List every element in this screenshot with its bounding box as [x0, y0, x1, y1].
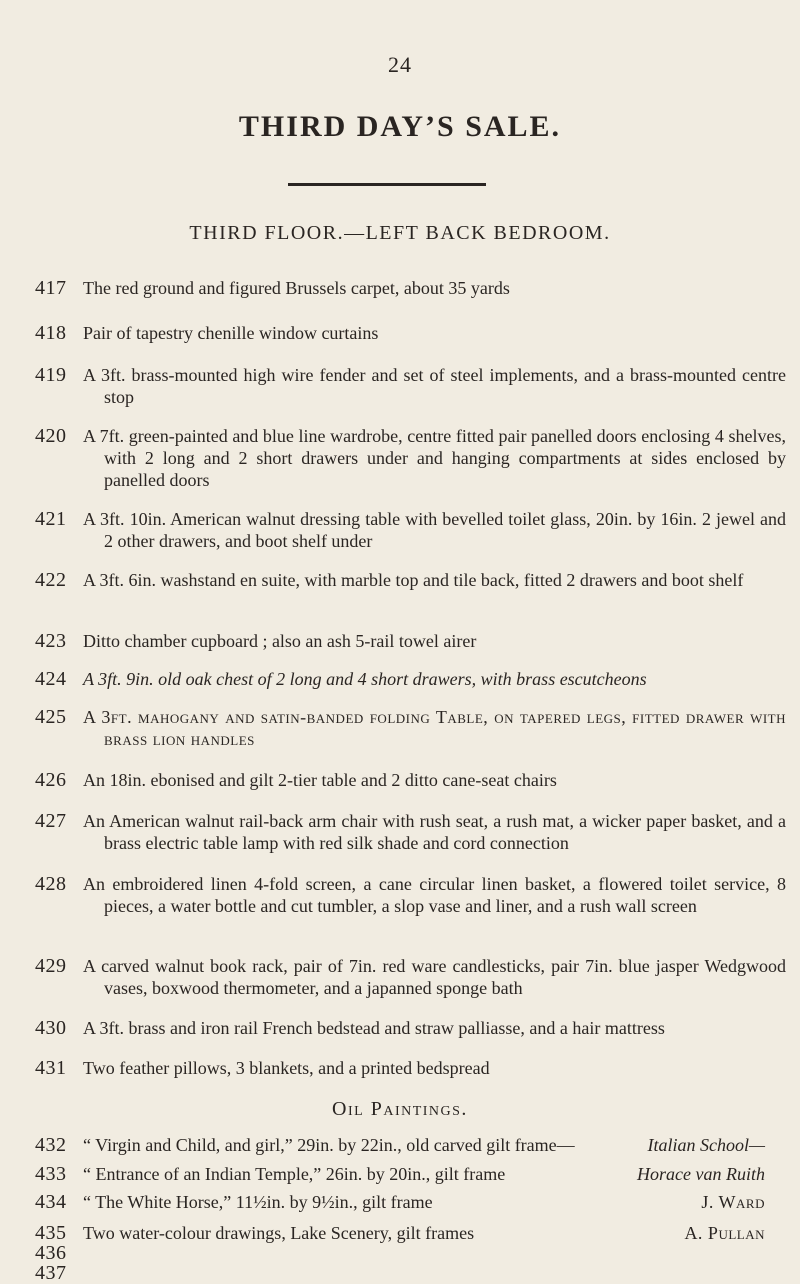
lot-number: 430: [35, 1017, 67, 1039]
oil-paintings-heading: Oil Paintings.: [332, 1098, 468, 1120]
sale-title: THIRD DAY’S SALE.: [238, 110, 562, 143]
lot-description: Pair of tapestry chenille window curtains: [83, 323, 379, 343]
lot-description: “ Entrance of an Indian Temple,” 26in. by 20in., gilt frame: [83, 1164, 506, 1184]
lot-description: “ The White Horse,” 11½in. by 9½in., gilt frame: [83, 1192, 433, 1212]
lot-number: 418: [35, 322, 67, 344]
lot-number: 434: [35, 1191, 67, 1213]
lot-number: 436: [35, 1242, 67, 1264]
lot-artist: Italian School—: [647, 1135, 765, 1155]
lot-number: 435: [35, 1222, 67, 1244]
page-number: 24: [388, 52, 412, 77]
lot-description: An 18in. ebonised and gilt 2-tier table and 2 ditto cane-seat chairs: [83, 770, 557, 790]
lot-description: A 3ft. brass and iron rail French bedstead and straw palliasse, and a hair mattress: [83, 1018, 665, 1038]
lot-description: An American walnut rail-back arm chair with rush seat, a rush mat, a wicker paper basket, and a brass electric table lamp with red silk shade and cord connection: [83, 811, 786, 853]
lot-description: The red ground and figured Brussels carpet, about 35 yards: [83, 278, 510, 298]
title-divider: [288, 183, 486, 186]
lot-number: 426: [35, 769, 67, 791]
lot-description: An embroidered linen 4-fold screen, a cane circular linen basket, a flowered toilet service, 8 pieces, a water bottle and cut tumbler, a slop vase and liner, and a rush wall screen: [83, 874, 786, 916]
lot-description: A 3ft. 9in. old oak chest of 2 long and 4 short drawers, with brass escutcheons: [83, 669, 647, 689]
lot-description: Two water-colour drawings, Lake Scenery, gilt frames: [83, 1223, 475, 1243]
lot-artist: A. Pullan: [684, 1223, 765, 1243]
lot-number: 433: [35, 1163, 67, 1185]
lot-description: A 7ft. green-painted and blue line wardrobe, centre fitted pair panelled doors enclosing 4 shelves, with 2 long and 2 short drawers under and hanging compartments at sides enclosed by panelled doors: [83, 426, 786, 490]
lot-number: 431: [35, 1057, 67, 1079]
lot-description: Two feather pillows, 3 blankets, and a printed bedspread: [83, 1058, 490, 1078]
lot-artist: Horace van Ruith: [637, 1164, 765, 1184]
lot-number: 425: [35, 706, 67, 728]
lot-number: 437: [35, 1262, 67, 1284]
lot-number: 424: [35, 668, 67, 690]
lot-number: 423: [35, 630, 67, 652]
lot-description: A 3ft. 6in. washstand en suite, with marble top and tile back, fitted 2 drawers and boot shelf: [83, 570, 744, 590]
lot-number: 417: [35, 277, 67, 299]
lot-number: 419: [35, 364, 67, 386]
lot-description: Ditto chamber cupboard ; also an ash 5-rail towel airer: [83, 631, 477, 651]
lot-number: 432: [35, 1134, 67, 1156]
lot-artist: J. Ward: [701, 1192, 765, 1212]
lot-number: 428: [35, 873, 67, 895]
section-heading: THIRD FLOOR.—LEFT BACK BEDROOM.: [189, 222, 611, 244]
lot-number: 429: [35, 955, 67, 977]
lot-description: A 3ft. 10in. American walnut dressing table with bevelled toilet glass, 20in. by 16in. 2 jewel and 2 other drawers, and boot shelf under: [83, 509, 786, 551]
lot-number: 427: [35, 810, 67, 832]
lot-description: “ Virgin and Child, and girl,” 29in. by 22in., old carved gilt frame—: [83, 1135, 575, 1155]
lot-number: 421: [35, 508, 67, 530]
lot-description: A 3ft. mahogany and satin-banded folding Table, on tapered legs, fitted drawer with brass lion handles: [83, 707, 786, 749]
lot-description: A 3ft. brass-mounted high wire fender and set of steel implements, and a brass-mounted centre stop: [83, 365, 786, 407]
lot-number: 420: [35, 425, 67, 447]
lot-number: 422: [35, 569, 67, 591]
lot-description: A carved walnut book rack, pair of 7in. red ware candlesticks, pair 7in. blue jasper Wedgwood vases, boxwood thermometer, and a japanned sponge bath: [83, 956, 786, 998]
